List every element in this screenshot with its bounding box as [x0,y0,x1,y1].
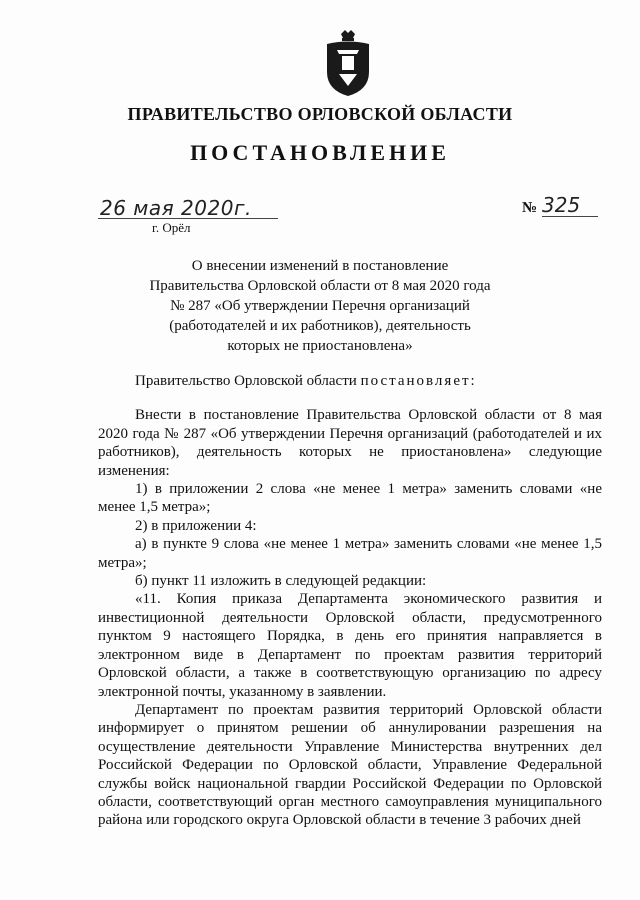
title-line: (работодателей и их работников), деятельность [169,318,471,334]
handwritten-date: 26 мая 2020г. [100,196,252,220]
decree-heading: ПОСТАНОВЛЕНИЕ [190,140,450,165]
preamble-verb: постановляет: [360,373,477,389]
decree-title [0,256,640,356]
department-paragraph: Департамент по проектам развития территорий Орловской области информирует о принятом решении об аннулировании разрешения на осуществление деятельности Управление Министерства внутренних дел Российской Федерации по Орловской области, Управление Федеральной службы войск национальной гвардии Российской Федерации по Орловской области, соответствующий орган местного самоуправления муниципального района или городского округа Орловской области в течение 3 рабочих дней [98,701,602,829]
number-underline [542,216,598,217]
title-line: № 287 «Об утверждении Перечня организаций [170,298,470,314]
item-2a: а) в пункте 9 слова «не менее 1 метра» заменить словами «не менее 1,5 метра»; [98,536,602,571]
preamble [98,372,602,390]
handwritten-number: 325 [542,193,581,217]
city-label: г. Орёл [152,220,191,235]
coat-of-arms-icon [321,28,375,98]
item-2b: б) пункт 11 изложить в следующей редакции: [135,573,427,590]
title-line: Правительства Орловской области от 8 мая 2020 года [149,278,491,294]
preamble-text: Правительство Орловской области [135,373,361,389]
item-1: 1) в приложении 2 слова «не менее 1 метра» заменить словами «не менее 1,5 метра»; [98,481,602,516]
quoted-point-11: «11. Копия приказа Департамента экономического развития и инвестиционной деятельности Орловской области, предусмотренного пунктом 9 настоящего Порядка, в день его принятия направляется в электронном виде в Департамент по проектам развития территорий Орловской области, а также в соответствующую организацию по адресу электронной почты, указанному в заявлении. [98,591,602,700]
title-line: которых не приостановлена» [227,338,413,354]
number-label: № [522,200,538,216]
decree-body [98,372,602,830]
date-underline [98,218,278,219]
title-line: О внесении изменений в постановление [191,258,449,274]
intro-paragraph: Внести в постановление Правительства Орловской области от 8 мая 2020 года № 287 «Об утверждении Перечня организаций (работодателей и их работников), деятельность которых не приостановлена» следующие изменения: [98,407,602,479]
government-heading: ПРАВИТЕЛЬСТВО ОРЛОВСКОЙ ОБЛАСТИ [127,104,513,124]
item-2: 2) в приложении 4: [135,517,257,534]
